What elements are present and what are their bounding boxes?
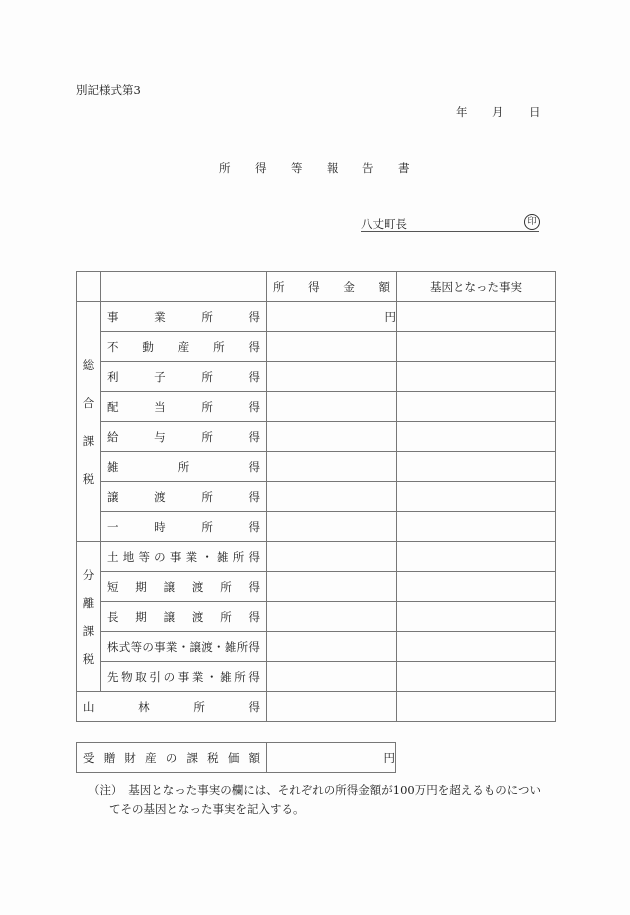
group-label bbox=[77, 542, 101, 692]
amount-cell[interactable] bbox=[267, 482, 397, 512]
label-char: の bbox=[142, 639, 154, 654]
label-char: 子 bbox=[154, 369, 166, 384]
table-row bbox=[77, 332, 556, 362]
fact-cell[interactable] bbox=[397, 422, 556, 452]
label-char: 所 bbox=[201, 519, 213, 534]
label-char: 事 bbox=[107, 309, 119, 324]
label-char: 所 bbox=[201, 489, 213, 504]
label-char: 得 bbox=[248, 549, 260, 564]
table-row bbox=[77, 542, 556, 572]
date-day: 日 bbox=[529, 105, 541, 119]
label-char: 譲 bbox=[163, 579, 176, 594]
label-char: 得 bbox=[248, 429, 260, 444]
group-label-char: 総 bbox=[82, 357, 95, 372]
amount-cell[interactable]: 円 bbox=[267, 302, 397, 332]
label-char: 所 bbox=[232, 549, 245, 564]
label-char: 得 bbox=[248, 459, 260, 474]
label-char: 渡 bbox=[154, 489, 166, 504]
label-char: 得 bbox=[248, 639, 260, 654]
label-char: の bbox=[154, 549, 166, 564]
footnote-line: （注） 基因となった事実の欄には、それぞれの所得金額が100万円を超えるものについ bbox=[88, 783, 541, 797]
label-char: 利 bbox=[107, 369, 119, 384]
label-char: 所 bbox=[236, 639, 249, 654]
label-char: 当 bbox=[154, 399, 166, 414]
amount-cell[interactable] bbox=[267, 602, 397, 632]
header-amount bbox=[267, 272, 397, 302]
label-char: 渡 bbox=[201, 639, 213, 654]
title-char: 書 bbox=[398, 161, 410, 175]
label-char: 給 bbox=[107, 429, 119, 444]
title-char: 告 bbox=[362, 161, 374, 175]
label-char: 渡 bbox=[191, 609, 204, 624]
amount-cell[interactable] bbox=[267, 512, 397, 542]
table-row bbox=[77, 572, 556, 602]
table-header-row bbox=[77, 272, 556, 302]
label-char: 所 bbox=[201, 309, 213, 324]
header-blank bbox=[101, 272, 267, 302]
label-char: 期 bbox=[135, 579, 147, 594]
amount-cell[interactable] bbox=[267, 392, 397, 422]
label-char: 林 bbox=[138, 699, 150, 714]
income-type-label bbox=[101, 482, 267, 512]
group-label-char: 課 bbox=[82, 623, 95, 638]
label-char: 渡 bbox=[191, 579, 204, 594]
amount-cell[interactable] bbox=[267, 542, 397, 572]
income-type-label bbox=[101, 392, 267, 422]
title-char: 所 bbox=[219, 161, 231, 175]
income-type-label bbox=[101, 452, 267, 482]
table-row bbox=[77, 662, 556, 692]
label-char: 産 bbox=[177, 339, 190, 354]
label-char: 時 bbox=[154, 519, 166, 534]
label-char: 事 bbox=[154, 639, 166, 654]
gift-label-char: 産 bbox=[145, 750, 157, 765]
amount-cell[interactable] bbox=[267, 452, 397, 482]
label-char: 一 bbox=[107, 519, 119, 534]
date-year: 年 bbox=[456, 105, 468, 119]
header-amount-char: 得 bbox=[308, 279, 320, 294]
fact-cell[interactable] bbox=[397, 452, 556, 482]
label-char: 得 bbox=[248, 309, 260, 324]
label-char: 引 bbox=[149, 669, 161, 684]
table-row bbox=[77, 452, 556, 482]
label-char: 期 bbox=[135, 609, 147, 624]
group-label-char: 離 bbox=[82, 595, 95, 610]
gift-label-char: 贈 bbox=[103, 750, 116, 765]
label-char: 得 bbox=[248, 369, 260, 384]
label-char: ・ bbox=[213, 639, 225, 654]
fact-cell[interactable] bbox=[397, 332, 556, 362]
gift-label-char: 税 bbox=[207, 750, 219, 765]
amount-cell[interactable] bbox=[267, 332, 397, 362]
income-type-label bbox=[101, 302, 267, 332]
label-char: 譲 bbox=[163, 609, 176, 624]
fact-cell[interactable] bbox=[397, 572, 556, 602]
label-char: 長 bbox=[107, 609, 119, 624]
label-char: 得 bbox=[248, 579, 260, 594]
fact-cell[interactable] bbox=[397, 302, 556, 332]
table-row bbox=[77, 632, 556, 662]
label-char: 土 bbox=[107, 549, 119, 564]
label-char: 等 bbox=[138, 549, 150, 564]
form-id: 別記様式第3 bbox=[76, 83, 141, 97]
group-label-char: 分 bbox=[82, 567, 95, 582]
table-row bbox=[77, 482, 556, 512]
fact-cell[interactable] bbox=[397, 392, 556, 422]
label-char: 得 bbox=[248, 399, 260, 414]
amount-cell[interactable] bbox=[267, 362, 397, 392]
income-type-label bbox=[101, 572, 267, 602]
gift-label-char: 価 bbox=[227, 750, 240, 765]
label-char: ・ bbox=[177, 639, 190, 654]
gift-label-char: 額 bbox=[248, 750, 260, 765]
group-label-char: 課 bbox=[82, 433, 95, 448]
label-char: 動 bbox=[142, 339, 154, 354]
header-blank bbox=[77, 272, 101, 302]
header-amount-char: 金 bbox=[343, 279, 355, 294]
income-type-label bbox=[101, 632, 267, 662]
label-char: 雑 bbox=[220, 669, 232, 684]
fact-cell[interactable] bbox=[397, 632, 556, 662]
title-char: 等 bbox=[291, 161, 303, 175]
label-char: 雑 bbox=[224, 639, 237, 654]
label-char: 譲 bbox=[189, 639, 201, 654]
label-char: 得 bbox=[248, 519, 260, 534]
label-char: 業 bbox=[185, 549, 198, 564]
gift-label-char: 財 bbox=[124, 750, 136, 765]
gift-label-char: の bbox=[165, 750, 178, 765]
group-label-char: 合 bbox=[82, 395, 95, 410]
title-char: 報 bbox=[327, 161, 339, 175]
income-type-label bbox=[101, 422, 267, 452]
label-char: 業 bbox=[191, 669, 204, 684]
label-char: 所 bbox=[201, 399, 213, 414]
amount-cell[interactable] bbox=[267, 632, 397, 662]
amount-cell[interactable] bbox=[267, 422, 397, 452]
label-char: 山 bbox=[83, 699, 95, 714]
income-type-label bbox=[101, 332, 267, 362]
table-row bbox=[77, 602, 556, 632]
label-char: 先 bbox=[107, 669, 119, 684]
fact-cell[interactable] bbox=[397, 512, 556, 542]
gift-label bbox=[77, 743, 267, 773]
footnote-line: てその基因となった事実を記入する。 bbox=[109, 802, 305, 816]
group-label-char: 税 bbox=[82, 471, 95, 486]
label-char: 得 bbox=[248, 669, 260, 684]
fact-cell[interactable] bbox=[397, 692, 556, 722]
addressee-field[interactable] bbox=[361, 216, 539, 232]
label-char: 所 bbox=[213, 339, 225, 354]
header-amount-char: 額 bbox=[378, 279, 390, 294]
table-row-forest bbox=[77, 692, 556, 722]
income-table bbox=[76, 271, 556, 722]
label-char: 事 bbox=[177, 669, 190, 684]
label-char: の bbox=[163, 669, 176, 684]
label-char: 地 bbox=[122, 549, 135, 564]
income-type-label bbox=[101, 662, 267, 692]
label-char: 譲 bbox=[107, 489, 119, 504]
income-type-label bbox=[101, 362, 267, 392]
label-char: 得 bbox=[248, 489, 260, 504]
footnote bbox=[88, 781, 541, 819]
table-row bbox=[77, 392, 556, 422]
label-char: 雑 bbox=[107, 459, 119, 474]
gift-label-char: 課 bbox=[186, 750, 198, 765]
table-row bbox=[77, 422, 556, 452]
label-char: 所 bbox=[193, 699, 205, 714]
label-char: 株 bbox=[107, 639, 119, 654]
label-char: 所 bbox=[234, 669, 246, 684]
label-char: 短 bbox=[107, 579, 119, 594]
label-char: 与 bbox=[154, 429, 166, 444]
label-char: 等 bbox=[130, 639, 143, 654]
fact-cell[interactable] bbox=[397, 602, 556, 632]
group-label bbox=[77, 302, 101, 542]
label-char: 所 bbox=[220, 579, 232, 594]
label-char: 物 bbox=[121, 669, 133, 684]
gift-amount-cell[interactable] bbox=[267, 743, 396, 773]
label-char: 所 bbox=[201, 369, 213, 384]
label-char: 得 bbox=[248, 339, 260, 354]
label-char: 式 bbox=[118, 639, 131, 654]
income-type-label bbox=[101, 542, 267, 572]
label-char: 不 bbox=[107, 339, 119, 354]
date-month: 月 bbox=[492, 105, 504, 119]
label-char: 業 bbox=[165, 639, 178, 654]
label-char: 得 bbox=[248, 609, 260, 624]
fact-cell[interactable] bbox=[397, 482, 556, 512]
label-char: 業 bbox=[154, 309, 166, 324]
fact-cell[interactable] bbox=[397, 542, 556, 572]
label-char: 配 bbox=[107, 399, 119, 414]
addressee-label: 八丈町長 bbox=[361, 217, 407, 231]
table-row bbox=[77, 302, 556, 332]
fact-cell[interactable] bbox=[397, 362, 556, 392]
label-char: 所 bbox=[177, 459, 190, 474]
amount-cell[interactable] bbox=[267, 572, 397, 602]
label-char: ・ bbox=[205, 669, 218, 684]
amount-cell[interactable] bbox=[267, 692, 397, 722]
gift-row bbox=[77, 743, 396, 773]
income-type-label bbox=[77, 692, 267, 722]
label-char: 所 bbox=[201, 429, 213, 444]
income-type-label bbox=[101, 512, 267, 542]
table-row bbox=[77, 512, 556, 542]
title-char: 得 bbox=[255, 161, 267, 175]
gift-label-char: 受 bbox=[83, 750, 95, 765]
label-char: 所 bbox=[220, 609, 232, 624]
label-char: 雑 bbox=[217, 549, 229, 564]
gift-table bbox=[76, 742, 396, 773]
income-type-label bbox=[101, 602, 267, 632]
header-fact: 基因となった事実 bbox=[397, 272, 556, 302]
yen-unit: 円 bbox=[383, 750, 395, 765]
fact-cell[interactable] bbox=[397, 662, 556, 692]
seal-icon: 印 bbox=[524, 214, 540, 230]
label-char: 取 bbox=[135, 669, 147, 684]
label-char: 事 bbox=[169, 549, 182, 564]
table-row bbox=[77, 362, 556, 392]
label-char: 得 bbox=[248, 699, 260, 714]
amount-cell[interactable] bbox=[267, 662, 397, 692]
header-amount-char: 所 bbox=[273, 279, 285, 294]
group-label-char: 税 bbox=[82, 651, 95, 666]
label-char: ・ bbox=[201, 549, 213, 564]
